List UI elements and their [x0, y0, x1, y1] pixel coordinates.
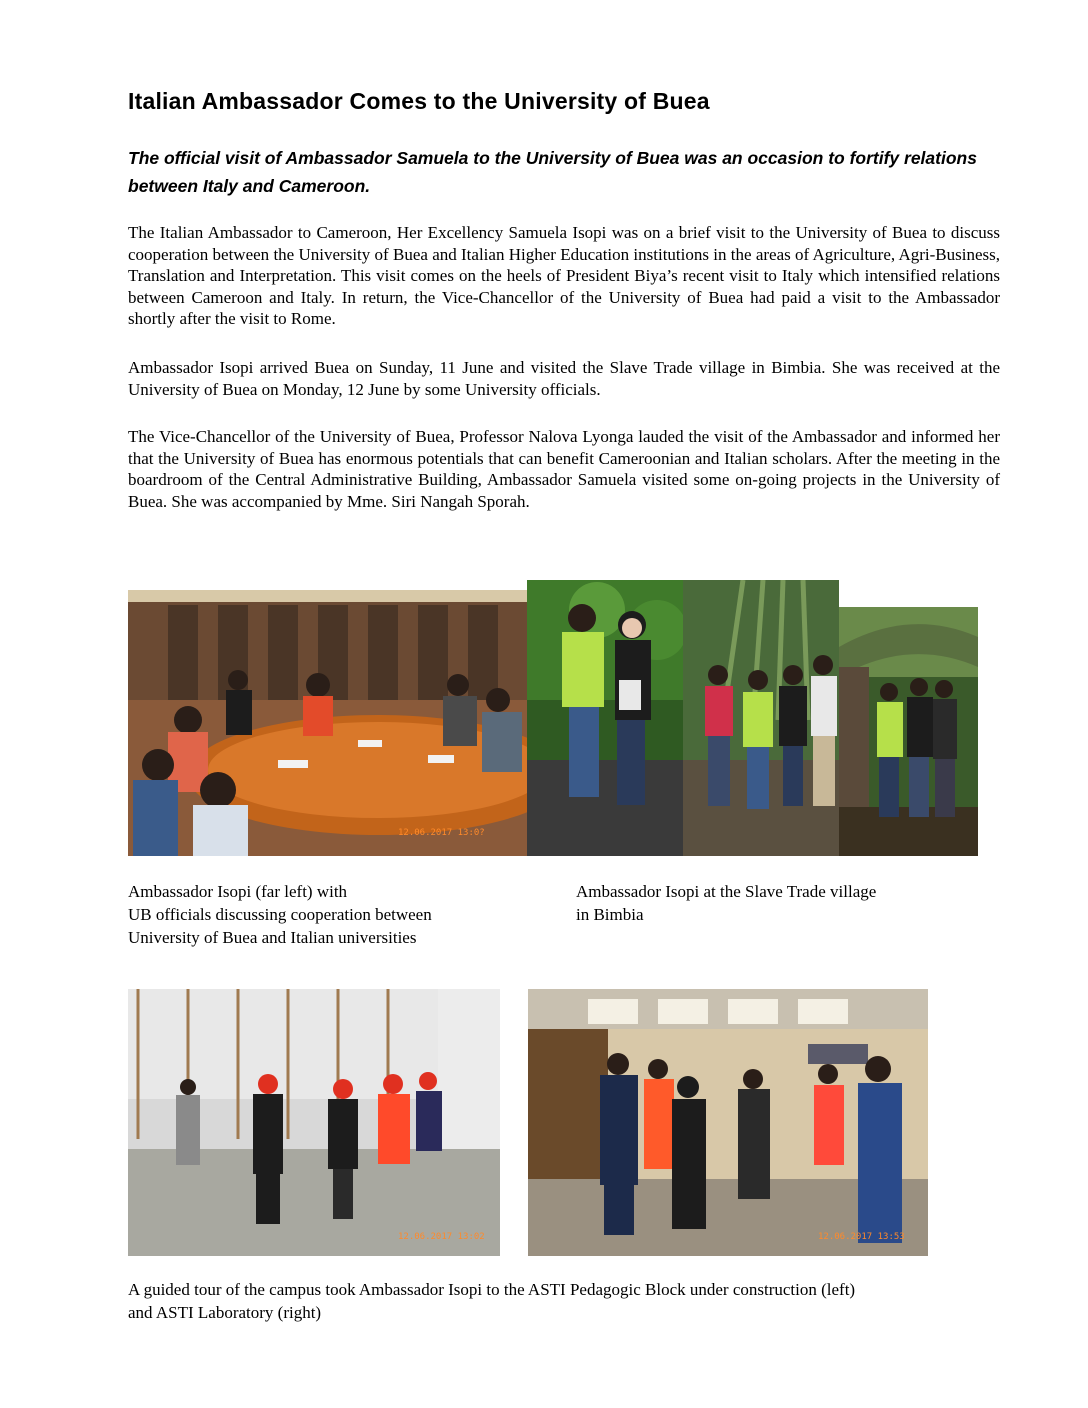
bimbia-caption: Ambassador Isopi at the Slave Trade village in Bimbia	[576, 882, 877, 924]
laboratory-photo	[528, 989, 928, 1256]
article-title: Italian Ambassador Comes to the University of Buea	[128, 88, 710, 114]
bimbia-photo-1	[527, 580, 683, 856]
bimbia-photo-3	[839, 607, 978, 856]
construction-photo	[128, 989, 500, 1256]
tour-caption: A guided tour of the campus took Ambassador Isopi to the ASTI Pedagogic Block under construction (left) and ASTI Laboratory (right)	[128, 1280, 856, 1322]
laboratory-photo-stamp: 12.06.2017 13:53	[818, 1232, 905, 1242]
article-paragraph-1: The Italian Ambassador to Cameroon, Her Excellency Samuela Isopi was on a brief visit to the University of Buea to discuss cooperation between the University of Buea and Italian Higher Education institutions in the areas of Agriculture, Agri-Business, Translation and Interpretation. This visit comes on the heels of President Biya’s recent visit to Italy which intensified relations between Cameroon and Italy. In return, the Vice-Chancellor of the University of Buea had paid a visit to the Ambassador shortly after the visit to Rome.	[128, 223, 1000, 328]
meeting-photo-stamp: 12.06.2017 13:0?	[398, 828, 485, 838]
article-paragraph-3: The Vice-Chancellor of the University of Buea, Professor Nalova Lyonga lauded the visit of the Ambassador and informed her that the University of Buea has enormous potentials that can benefit Cameroonian and Italian scholars. After the meeting in the boardroom of the Central Administrative Building, Ambassador Samuela visited some on-going projects in the University of Buea. She was accompanied by Mme. Siri Nangah Sporah.	[128, 427, 1000, 511]
bimbia-photo-2	[683, 580, 839, 856]
article-subtitle: The official visit of Ambassador Samuela to the University of Buea was an occasion to fortify relations between Italy and Cameroon.	[128, 148, 977, 196]
meeting-caption: Ambassador Isopi (far left) with UB officials discussing cooperation between University of Buea and Italian universities	[128, 882, 432, 947]
article-paragraph-2: Ambassador Isopi arrived Buea on Sunday, 11 June and visited the Slave Trade village in Bimbia. She was received at the University of Buea on Monday, 12 June by some University officials.	[128, 358, 1000, 399]
meeting-photo	[128, 590, 527, 856]
construction-photo-stamp: 12.06.2017 13:02	[398, 1232, 485, 1242]
